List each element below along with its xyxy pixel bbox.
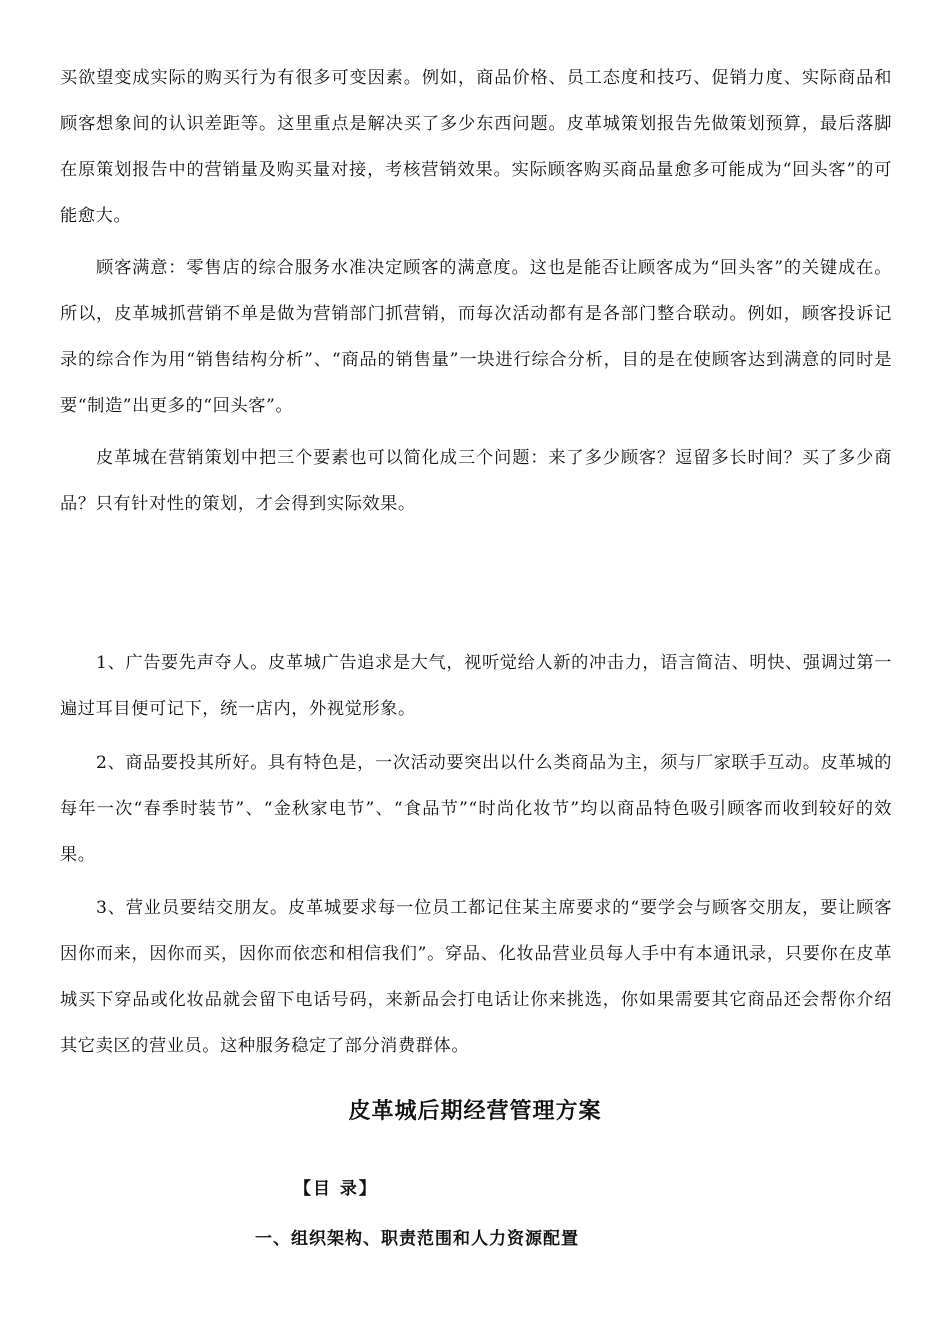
section-title: 皮革城后期经营管理方案 xyxy=(348,1099,602,1124)
paragraph-three-questions: 皮革城在营销策划中把三个要素也可以简化成三个问题：来了多少顾客？逗留多长时间？买了多少商品？只有针对性的策划，才会得到实际效果。 xyxy=(60,448,892,514)
paragraph-purchase-factors: 买欲望变成实际的购买行为有很多可变因素。例如，商品价格、员工态度和技巧、促销力度、实际商品和顾客想象间的认识差距等。这里重点是解决买了多少东西问题。皮革城策划报告先做策划预算，最后落脚在原策划报告中的营销量及购买量对接，考核营销效果。实际顾客购买商品量愈多可能成为“回头客”的可能愈大。 xyxy=(60,68,892,226)
paragraph-sales-staff: 3、营业员要结交朋友。皮革城要求每一位员工都记住某主席要求的“要学会与顾客交朋友，要让顾客因你而来，因你而买，因你而依恋和相信我们”。穿品、化妆品营业员每人手中有本通讯录，只要你在皮革城买下穿品或化妆品就会留下电话号码，来新品会打电话让你来挑选，你如果需要其它商品还会帮你介绍其它卖区的营业员。这种服务稳定了部分消费群体。 xyxy=(60,898,892,1056)
paragraph-advertising: 1、广告要先声夺人。皮革城广告追求是大气，视听觉给人新的冲击力，语言简洁、明快、强调过第一遍过耳目便可记下，统一店内，外视觉形象。 xyxy=(60,653,892,719)
toc-item-first: 一、组织架构、职责范围和人力资源配置 xyxy=(255,1229,579,1249)
paragraph-customer-satisfaction: 顾客满意：零售店的综合服务水准决定顾客的满意度。这也是能否让顾客成为“回头客”的关键成在。所以，皮革城抓营销不单是做为营销部门抓营销，而每次活动都有是各部门整合联动。例如，顾客投诉记录的综合作为用“销售结构分析”、“商品的销售量”一块进行综合分析，目的是在使顾客达到满意的同时是要“制造”出更多的“回头客”。 xyxy=(60,258,892,416)
toc-label: 【目 录】 xyxy=(294,1179,378,1199)
paragraph-products: 2、商品要投其所好。具有特色是，一次活动要突出以什么类商品为主，须与厂家联手互动。皮革城的每年一次“春季时装节”、“金秋家电节”、“食品节”“时尚化妆节”均以商品特色吸引顾客而收到较好的效果。 xyxy=(60,753,892,865)
